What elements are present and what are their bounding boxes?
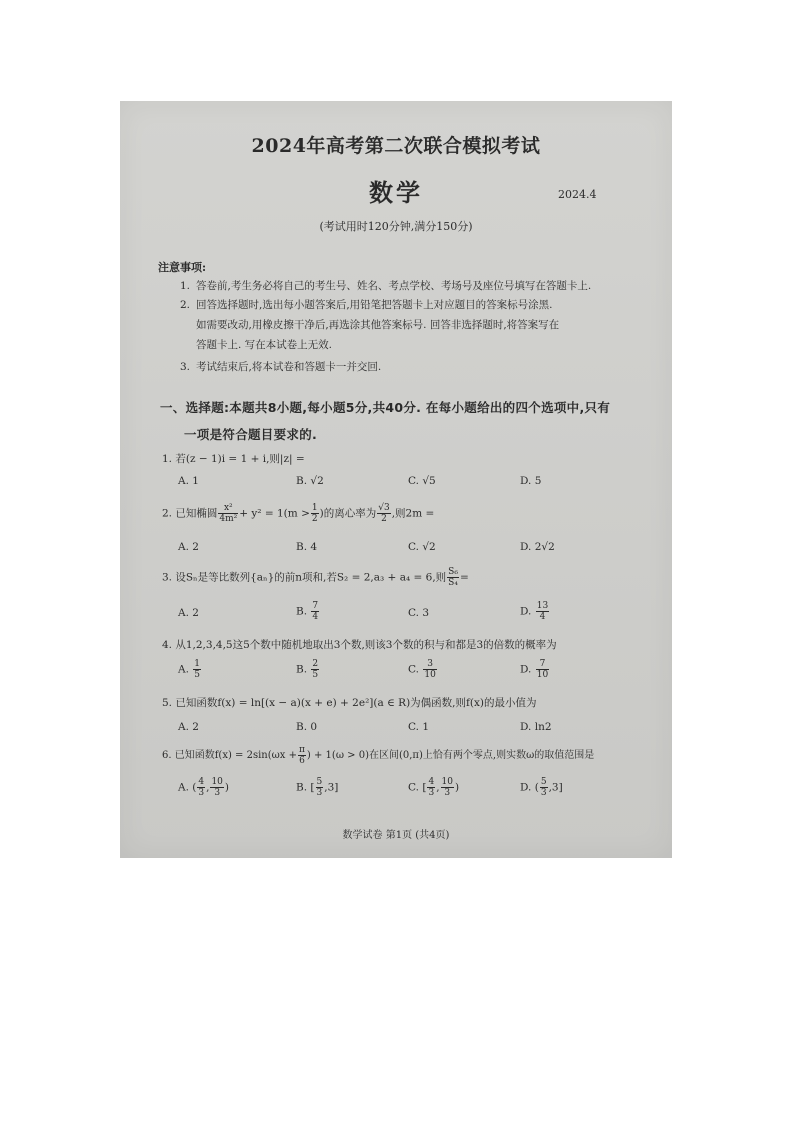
option-label: A. bbox=[178, 607, 189, 619]
option-label: A. bbox=[178, 475, 189, 487]
fraction bbox=[197, 777, 205, 798]
numerator: 5 bbox=[540, 777, 547, 787]
option-label: C. bbox=[408, 607, 419, 619]
fraction bbox=[423, 659, 436, 680]
option-text: 2 bbox=[192, 721, 199, 733]
option-label: D. bbox=[520, 541, 532, 553]
option-text: √5 bbox=[422, 475, 436, 487]
bracket: ( bbox=[534, 781, 539, 794]
fraction bbox=[210, 777, 223, 798]
denominator: 4 bbox=[539, 612, 546, 622]
option-label: C. bbox=[408, 781, 419, 794]
fraction bbox=[536, 601, 549, 622]
option-label: B. bbox=[296, 721, 308, 733]
q1-option-c bbox=[408, 475, 436, 487]
option-text: 5 bbox=[534, 475, 542, 487]
bracket: ( bbox=[192, 781, 197, 794]
numerator: 4 bbox=[198, 777, 205, 787]
fraction bbox=[316, 777, 324, 798]
option-text: 1 bbox=[192, 475, 199, 487]
numerator: x² bbox=[218, 503, 238, 514]
exam-paper-photo bbox=[120, 101, 672, 858]
option-text: √2 bbox=[422, 541, 436, 553]
q1-option-b bbox=[296, 475, 324, 487]
fraction bbox=[427, 777, 435, 798]
notice-item-text: 考试结束后,将本试卷和答题卡一并交回. bbox=[196, 361, 382, 373]
denominator: 2 bbox=[311, 514, 318, 524]
fraction bbox=[193, 659, 201, 680]
numerator: 5 bbox=[316, 777, 323, 787]
option-text: ,3 bbox=[324, 781, 335, 794]
fraction bbox=[536, 659, 549, 680]
option-label: B. bbox=[296, 781, 308, 794]
denominator: 3 bbox=[540, 788, 547, 798]
notice-item-text: 答卷前,考生务必将自己的考生号、姓名、考点学校、考场号及座位号填写在答题卡上. bbox=[196, 280, 592, 292]
option-label: C. bbox=[408, 721, 419, 733]
fraction bbox=[441, 777, 454, 798]
option-label: D. bbox=[520, 721, 532, 733]
q6-option-a: A. ( $\frac{4}{3}$ , $\frac{10}{3}$ ) bbox=[178, 777, 230, 798]
stem-text: 3. 设Sₙ是等比数列{aₙ}的前n项和,若S₂ = 2,a₃ + a₄ = 6,则 bbox=[162, 571, 447, 584]
bracket: [ bbox=[422, 781, 427, 794]
fraction bbox=[298, 745, 306, 766]
option-text: 2 bbox=[192, 541, 199, 553]
option-text: ln2 bbox=[534, 721, 552, 733]
notice-item bbox=[180, 279, 591, 293]
option-label: D. bbox=[520, 781, 532, 794]
fraction bbox=[311, 601, 319, 622]
stem-text: (m > bbox=[283, 507, 310, 520]
notice-item bbox=[180, 298, 553, 312]
option-label: A. bbox=[178, 541, 189, 553]
stem-text: = bbox=[459, 571, 469, 584]
q5-option-c bbox=[408, 721, 429, 733]
question-1-stem: 1. 若(z − 1)i = 1 + i,则|z| = bbox=[162, 453, 305, 465]
option-text: 1 bbox=[422, 721, 430, 733]
option-label: D. bbox=[520, 663, 532, 676]
q3-option-d bbox=[520, 601, 550, 622]
notice-item-continued: 如需要改动,用橡皮擦干净后,再选涂其他答案标号. 回答非选择题时,将答案写在 bbox=[196, 319, 560, 331]
q6-option-c: C. [ $\frac{4}{3}$ , $\frac{10}{3}$ ) bbox=[408, 777, 460, 798]
notice-item-text: 回答选择题时,选出每小题答案后,用铅笔把答题卡上对应题目的答案标号涂黑. bbox=[196, 299, 553, 311]
denominator: 5 bbox=[194, 670, 200, 680]
denominator: S₄ bbox=[448, 578, 458, 588]
exam-duration: (考试用时120分钟,满分150分) bbox=[319, 220, 473, 233]
option-label: A. bbox=[178, 781, 189, 794]
bracket: [ bbox=[310, 781, 315, 794]
q5-option-a bbox=[178, 721, 199, 733]
numerator: 13 bbox=[536, 601, 549, 611]
option-label: C. bbox=[408, 663, 419, 676]
option-label: D. bbox=[520, 475, 532, 487]
question-3-stem bbox=[162, 567, 469, 588]
denominator: 4m² bbox=[219, 514, 238, 524]
numerator: 1 bbox=[311, 503, 318, 513]
option-label: B. bbox=[296, 541, 308, 553]
notice-item bbox=[180, 360, 381, 374]
q4-option-d bbox=[520, 659, 550, 680]
fraction bbox=[311, 503, 319, 524]
fraction bbox=[311, 659, 319, 680]
denominator: 3 bbox=[428, 788, 435, 798]
q6-option-d bbox=[520, 777, 563, 798]
numerator: √3 bbox=[378, 503, 390, 513]
stem-text: + y² = 1 bbox=[239, 507, 284, 520]
q1-option-a bbox=[178, 475, 199, 487]
stem-text: )的离心率为 bbox=[319, 507, 377, 520]
numerator: 10 bbox=[211, 777, 223, 787]
q2-option-a bbox=[178, 541, 199, 553]
q1-option-d bbox=[520, 475, 541, 487]
q6-option-b bbox=[296, 777, 338, 798]
q3-option-b bbox=[296, 601, 320, 622]
option-label: A. bbox=[178, 721, 189, 733]
denominator: 4 bbox=[312, 612, 319, 622]
numerator: 7 bbox=[536, 659, 549, 670]
option-label: B. bbox=[296, 475, 308, 487]
denominator: 6 bbox=[299, 756, 305, 766]
q4-option-b bbox=[296, 659, 320, 680]
section-heading: 一、选择题:本题共8小题,每小题5分,共40分. 在每小题给出的四个选项中,只有 bbox=[160, 400, 611, 415]
numerator: 1 bbox=[194, 659, 200, 669]
notice-item-number: 2. bbox=[180, 299, 191, 311]
option-text: 3 bbox=[422, 607, 430, 619]
denominator: 3 bbox=[316, 788, 323, 798]
stem-text: 6. 已知函数f(x) = 2sin(ωx + bbox=[162, 750, 297, 761]
question-2-stem bbox=[162, 503, 434, 524]
exam-subject: 数学 bbox=[369, 178, 423, 207]
question-5-stem: 5. 已知函数f(x) = ln[(x − a)(x + e) + 2e²](a ∈ R)为偶函数,则f(x)的最小值为 bbox=[162, 697, 537, 709]
option-label: D. bbox=[520, 605, 532, 618]
numerator: 7 bbox=[312, 601, 319, 611]
notice-item-continued: 答题卡上. 写在本试卷上无效. bbox=[196, 339, 333, 351]
denominator: 10 bbox=[536, 670, 549, 680]
q4-option-a bbox=[178, 659, 202, 680]
q2-option-d bbox=[520, 541, 555, 553]
option-text: ,3 bbox=[548, 781, 559, 794]
page-footer: 数学试卷 第1页 (共4页) bbox=[342, 830, 450, 841]
section-heading-continued: 一项是符合题目要求的. bbox=[184, 427, 318, 442]
numerator: π bbox=[299, 745, 305, 755]
option-text: 0 bbox=[310, 721, 318, 733]
option-label: C. bbox=[408, 475, 419, 487]
question-4-stem: 4. 从1,2,3,4,5这5个数中随机地取出3个数,则该3个数的积与和都是3的倍数的概率为 bbox=[162, 639, 557, 651]
q5-option-b bbox=[296, 721, 317, 733]
stem-text: 2. 已知椭圆 bbox=[162, 507, 218, 520]
fraction bbox=[540, 777, 548, 798]
option-label: C. bbox=[408, 541, 419, 553]
denominator: 5 bbox=[312, 670, 319, 680]
notice-item-number: 1. bbox=[180, 280, 191, 292]
denominator: 10 bbox=[424, 670, 436, 680]
fraction bbox=[377, 503, 390, 524]
denominator: 3 bbox=[214, 788, 221, 798]
denominator: 3 bbox=[198, 788, 205, 798]
q2-option-b bbox=[296, 541, 317, 553]
option-label: B. bbox=[296, 663, 308, 676]
numerator: 4 bbox=[428, 777, 435, 787]
numerator: S₆ bbox=[448, 567, 458, 577]
q4-option-c bbox=[408, 659, 438, 680]
q5-option-d bbox=[520, 721, 552, 733]
numerator: 2 bbox=[312, 659, 319, 669]
option-text: 2√2 bbox=[534, 541, 555, 553]
exam-date: 2024.4 bbox=[558, 188, 597, 201]
exam-title: 2024年高考第二次联合模拟考试 bbox=[251, 135, 541, 157]
option-label: A. bbox=[178, 663, 189, 676]
denominator: 3 bbox=[444, 788, 451, 798]
q2-option-c bbox=[408, 541, 436, 553]
option-text: 2 bbox=[192, 607, 199, 619]
bracket: ] bbox=[334, 781, 339, 794]
fraction bbox=[447, 567, 459, 588]
bracket: ) bbox=[454, 781, 460, 794]
stem-text: ,则2m = bbox=[391, 507, 435, 520]
bracket: ) bbox=[224, 781, 230, 794]
q3-option-a bbox=[178, 607, 199, 619]
option-text: 4 bbox=[310, 541, 318, 553]
denominator: 2 bbox=[381, 514, 387, 524]
numerator: 3 bbox=[423, 659, 436, 670]
option-text: √2 bbox=[310, 475, 324, 487]
option-label: B. bbox=[296, 605, 308, 618]
q3-option-c bbox=[408, 607, 429, 619]
question-6-stem bbox=[162, 745, 594, 766]
fraction bbox=[218, 503, 238, 524]
notice-heading: 注意事项: bbox=[158, 261, 207, 274]
numerator: 10 bbox=[441, 777, 453, 787]
notice-item-number: 3. bbox=[180, 361, 191, 373]
bracket: ] bbox=[558, 781, 563, 794]
stem-text: ) + 1(ω > 0)在区间(0,π)上恰有两个零点,则实数ω的取值范围是 bbox=[306, 750, 595, 761]
